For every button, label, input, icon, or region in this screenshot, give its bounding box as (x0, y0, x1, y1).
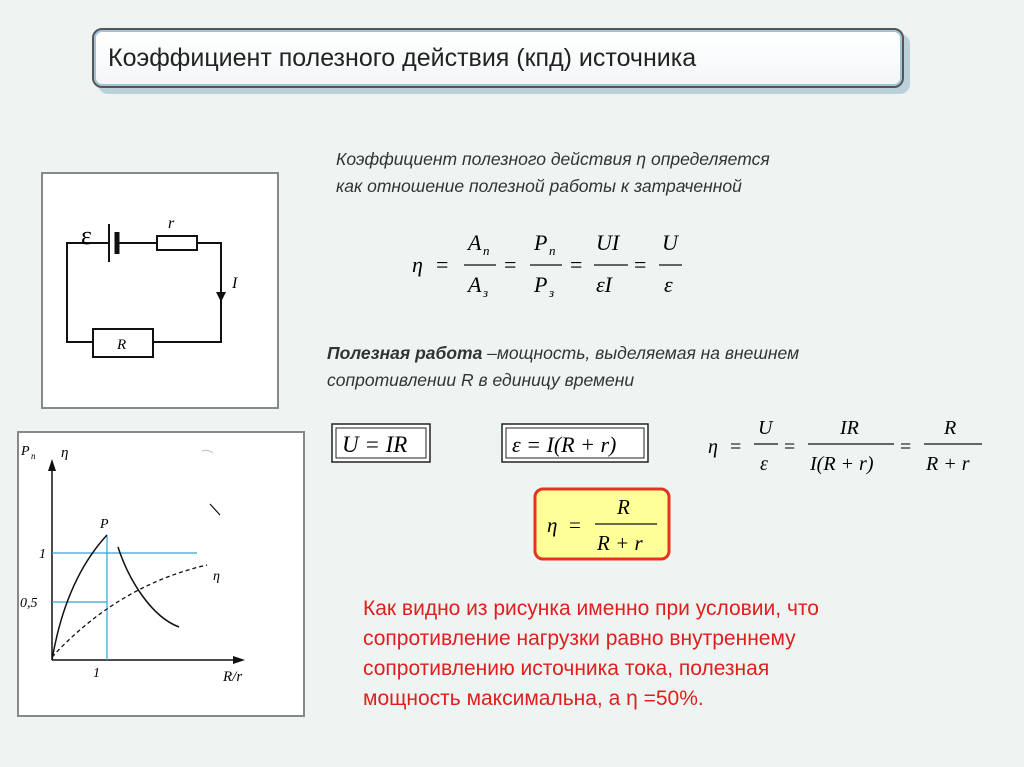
row-i-rr: I(R + r) (810, 453, 874, 475)
y-label-power-sub: п (31, 451, 36, 461)
internal-resistor (157, 236, 197, 250)
formulas-row (330, 420, 990, 480)
definition-line-2: как отношение полезной работы к затраченной (336, 176, 742, 196)
formula-an-sub: п (483, 243, 490, 258)
y-tick-05: 0,5 (20, 596, 38, 611)
load-label: R (117, 337, 127, 353)
title-box (92, 28, 904, 88)
formula-eq-1: = (436, 252, 449, 277)
emf-law-formula: ε = I(R + r) (512, 432, 617, 457)
formula-eps: ε (664, 272, 673, 297)
conclusion-line-3: сопротивлению источника тока, полезная (363, 657, 770, 680)
useful-work-rest: –мощность, выделяемая на внешнем (482, 343, 800, 363)
formula-u: U (662, 230, 678, 255)
y-label-eta: η (61, 445, 69, 461)
ohm-law-formula: U = IR (342, 432, 408, 457)
conclusion-text (363, 594, 923, 714)
formula-an: A (468, 230, 482, 255)
curve-label-power: P (100, 517, 109, 532)
formula-eq-2: = (504, 252, 517, 277)
formula-pn: P (534, 230, 548, 255)
row-ir: IR (840, 420, 859, 439)
row-r: R (944, 420, 957, 439)
current-label: I (232, 275, 238, 292)
result-numerator: R (617, 495, 630, 519)
efficiency-definition-formula (410, 225, 700, 305)
result-formula-box (533, 487, 673, 563)
formula-pn-sub: п (549, 243, 556, 258)
definition-text (336, 146, 770, 200)
x-tick-1: 1 (93, 666, 100, 681)
y-label-power: P (21, 444, 30, 459)
y-tick-1: 1 (39, 547, 46, 562)
conclusion-line-2: сопротивление нагрузки равно внутреннему (363, 627, 796, 650)
circuit-diagram (41, 172, 279, 410)
result-eta: η (547, 513, 558, 537)
row-u: U (758, 420, 773, 439)
row-eta: η (708, 436, 718, 458)
useful-work-line-1 (327, 340, 799, 367)
row-eq-3: = (900, 436, 912, 458)
formula-az-sub: з (483, 285, 489, 300)
useful-work-line-2: сопротивлении R в единицу времени (327, 370, 635, 390)
formula-ui: UI (596, 230, 620, 255)
result-denominator: R + r (597, 531, 643, 555)
formula-pz-sub: з (549, 285, 555, 300)
conclusion-line-4: мощность максимальна, а η =50%. (363, 687, 704, 710)
row-eq-1: = (730, 436, 742, 458)
formula-eq-4: = (634, 252, 647, 277)
x-axis-label: R/r (223, 669, 243, 685)
conclusion-line-1: Как видно из рисунка именно при условии, что (363, 597, 819, 620)
curve-label-eta: η (213, 569, 220, 584)
row-eps: ε (760, 453, 768, 475)
formula-eta: η (412, 252, 423, 277)
power-efficiency-graph (17, 431, 305, 717)
graph-frame (18, 432, 304, 716)
useful-work-text (327, 340, 799, 394)
circuit-frame (42, 173, 278, 408)
row-eq-2: = (784, 436, 796, 458)
formula-eq-3: = (570, 252, 583, 277)
formula-epsi: εI (596, 272, 612, 297)
page-title: Коэффициент полезного действия (кпд) источника (108, 43, 697, 72)
useful-work-term: Полезная работа (327, 343, 483, 363)
formula-az: A (468, 272, 482, 297)
formula-pz: P (534, 272, 548, 297)
result-eq: = (569, 513, 581, 537)
definition-line-1: Коэффициент полезного действия η определяется (336, 149, 770, 169)
row-r-plus-r: R + r (926, 453, 970, 475)
internal-resistance-label: r (168, 215, 175, 232)
emf-symbol: ε (81, 221, 92, 250)
